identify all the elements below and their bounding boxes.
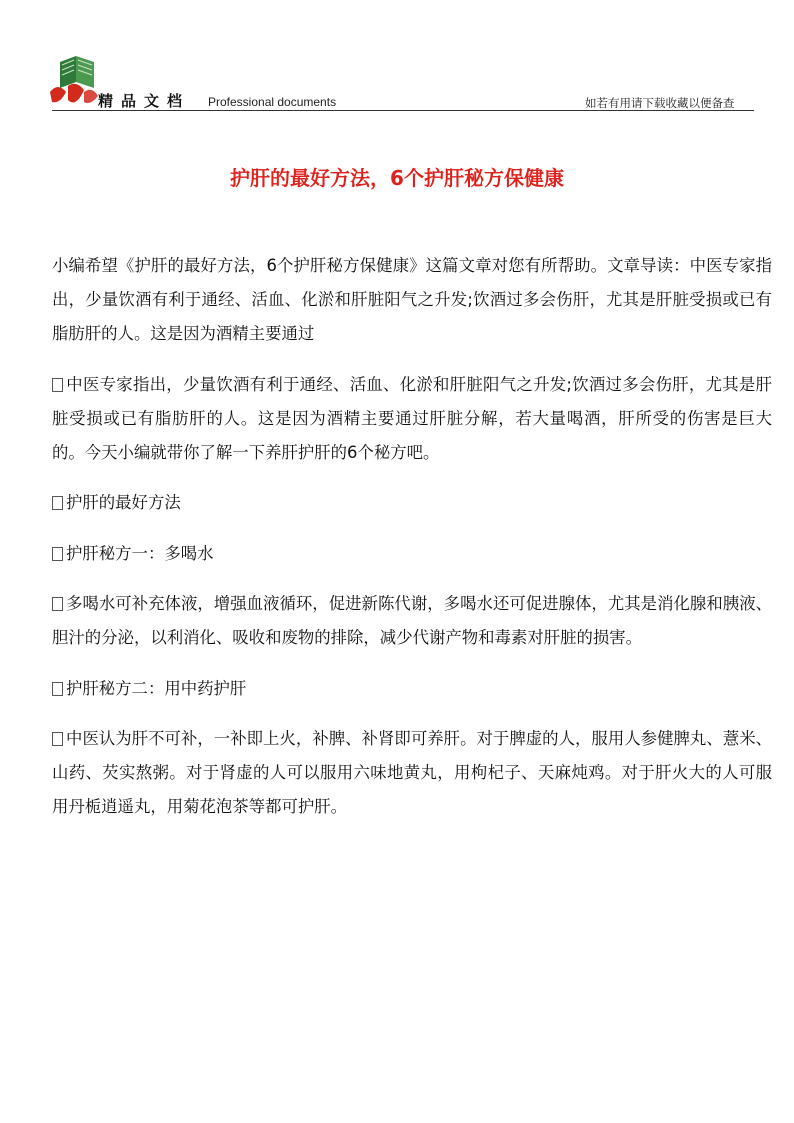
paragraph-text: 小编希望《护肝的最好方法，6个护肝秘方保健康》这篇文章对您有所帮助。文章导读：中医专家指出，少量饮酒有利于通经、活血、化淤和肝脏阳气之升发;饮酒过多会伤肝，尤其是肝脏受损或已有脂肪肝的人。这是因为酒精主要通过: [52, 256, 772, 343]
missing-glyph-box: [52, 682, 63, 696]
missing-glyph-box: [52, 597, 63, 611]
article-body: [52, 249, 772, 841]
missing-glyph-box: [52, 378, 63, 392]
paragraph-text: 中医认为肝不可补，一补即上火，补脾、补肾即可养肝。对于脾虚的人，服用人参健脾丸、薏米、山药、芡实熬粥。对于肾虚的人可以服用六味地黄丸，用枸杞子、天麻炖鸡。对于肝火大的人可服用丹栀逍遥丸，用菊花泡茶等都可护肝。: [52, 729, 772, 816]
missing-glyph-box: [52, 732, 63, 746]
section-heading-best-method: [52, 486, 772, 520]
brand-title: 精品文档: [98, 92, 191, 110]
header-divider: [52, 110, 754, 111]
paragraph-text: 多喝水可补充体液，增强血液循环，促进新陈代谢，多喝水还可促进腺体，尤其是消化腺和胰液、胆汁的分泌，以利消化、吸收和废物的排除，减少代谢产物和毒素对肝脏的损害。: [52, 594, 772, 647]
download-hint: 如若有用请下载收藏以便备查: [585, 96, 735, 110]
paragraph-text: 护肝秘方一：多喝水: [66, 543, 214, 563]
paragraph-text: 中医专家指出，少量饮酒有利于通经、活血、化淤和肝脏阳气之升发;饮酒过多会伤肝，尤其是肝脏受损或已有脂肪肝的人。这是因为酒精主要通过肝脏分解，若大量喝酒，肝所受的伤害是巨大的。今天小编就带你了解一下养肝护肝的6个秘方吧。: [52, 374, 772, 462]
paragraph-text: 护肝的最好方法: [66, 493, 181, 512]
article-title: 护肝的最好方法，6个护肝秘方保健康: [230, 166, 564, 190]
section-heading-recipe-1: [52, 537, 772, 571]
missing-glyph-box: [52, 547, 63, 561]
brand-subtitle: Professional documents: [208, 95, 337, 109]
paragraph-intro: [52, 249, 772, 351]
paragraph-text: 护肝秘方二：用中药护肝: [66, 678, 247, 698]
section-heading-recipe-2: [52, 672, 772, 706]
logo: [46, 52, 102, 110]
page-header: [0, 0, 794, 115]
paragraph-expert: [52, 368, 772, 470]
paragraph-recipe-1: [52, 587, 772, 655]
paragraph-recipe-2: [52, 722, 772, 824]
missing-glyph-box: [52, 496, 63, 510]
open-book-icon: [46, 52, 102, 110]
